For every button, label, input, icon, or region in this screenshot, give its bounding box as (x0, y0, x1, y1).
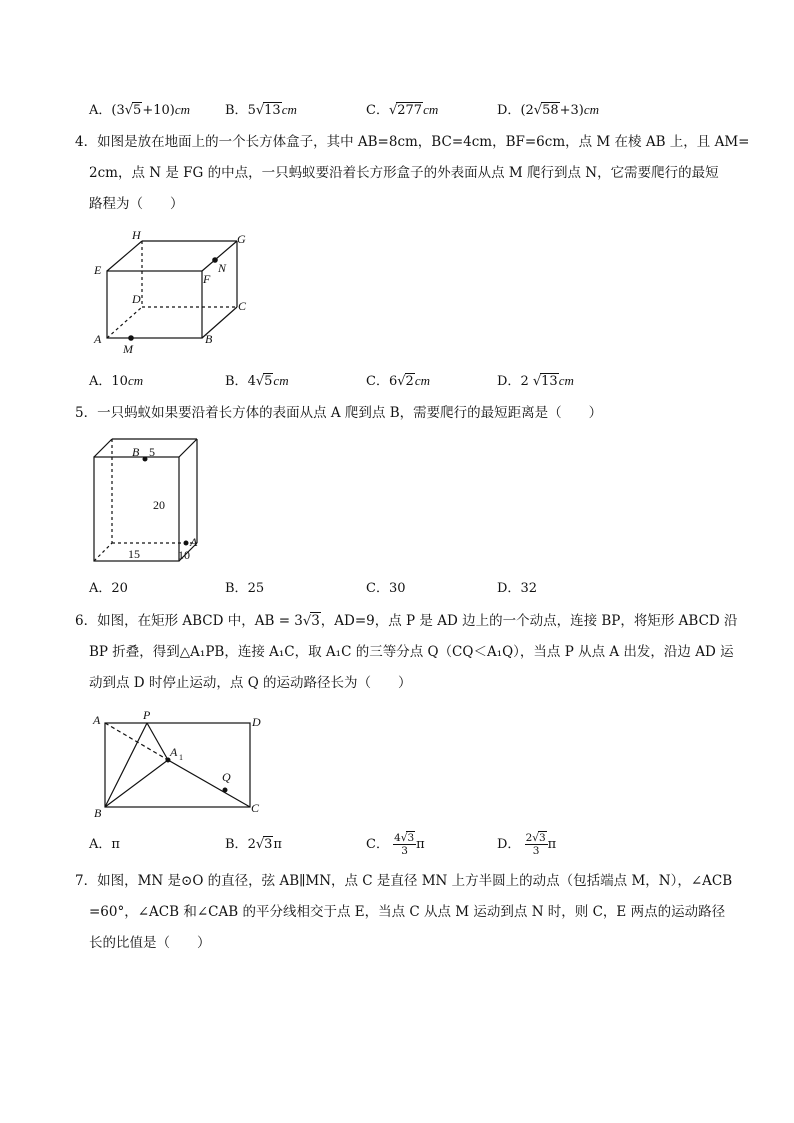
q6-label-c: C (251, 801, 260, 815)
q6-label-d: D (252, 715, 261, 729)
q3-option-d[interactable]: D．(2√58+3)cm (497, 102, 600, 118)
q5-label-20: 20 (153, 498, 165, 512)
q7-text-line2: =60°，∠ACB 和∠CAB 的平分线相交于点 E，当点 C 从点 M 运动到点 N 时，则 C，E 两点的运动路径 (89, 904, 726, 920)
q6-point-q (223, 788, 228, 793)
q4-text-line1: 4．如图是放在地面上的一个长方体盒子，其中 AB=8cm，BC=4cm，BF=6cm，点 M 在棱 AB 上，且 AM= (75, 134, 750, 150)
q6-rectangle-figure (88, 705, 278, 820)
q6-option-c[interactable]: C． $\frac{4√3}{3}$ π (366, 832, 425, 857)
q4-cuboid-figure (90, 225, 260, 360)
q6-text-line1: 6．如图，在矩形 ABCD 中，AB = 3√3，AD=9，点 P 是 AD 边上的一个动点，连接 BP，将矩形 ABCD 沿 (75, 613, 738, 629)
q6-option-b[interactable]: B．2√3π (225, 837, 282, 852)
q4-label-c: C (238, 299, 247, 313)
q4-label-e: E (94, 263, 102, 277)
q6-label-q: Q (222, 770, 231, 784)
q5-point-a (184, 541, 189, 546)
q6-option-d[interactable]: D． $\frac{2√3}{3}$ π (497, 832, 557, 857)
q4-point-m (128, 335, 134, 341)
q4-label-m: M (123, 342, 133, 356)
q7-text-line1: 7．如图，MN 是⊙O 的直径，弦 AB∥MN，点 C 是直径 MN 上方半圆上的动点（包括端点 M，N），∠ACB (75, 873, 733, 889)
q5-option-c[interactable]: C．30 (366, 581, 406, 596)
q5-label-b: B (132, 445, 140, 459)
q6-label-a1-subscript: 1 (179, 753, 183, 762)
q5-cuboid-figure (85, 435, 215, 570)
q4-label-a: A (94, 332, 102, 346)
q6-text-line3: 动到点 D 时停止运动，点 Q 的运动路径长为（ ） (89, 675, 412, 691)
q5-option-b[interactable]: B．25 (225, 581, 265, 596)
q5-label-5: 5 (149, 445, 155, 459)
q5-point-b (143, 457, 148, 462)
q4-option-b[interactable]: B．4√5cm (225, 373, 289, 389)
q6-label-p: P (143, 708, 151, 722)
q4-label-f: F (203, 272, 211, 286)
q4-label-n: N (218, 261, 227, 275)
q4-option-a[interactable]: A．10cm (89, 373, 144, 389)
q3-option-a[interactable]: A．(3√5+10)cm (89, 102, 190, 118)
q4-front-face (107, 271, 202, 338)
q5-label-a: A (190, 535, 198, 549)
q4-label-g: G (237, 232, 246, 246)
q6-label-a: A (93, 713, 101, 727)
q4-option-c[interactable]: C．6√2cm (366, 373, 430, 389)
q5-label-10: 10 (178, 548, 190, 562)
q4-label-b: B (205, 332, 213, 346)
q5-option-d[interactable]: D．32 (497, 581, 537, 596)
q4-label-d: D (132, 292, 141, 306)
q6-option-a[interactable]: A．π (89, 837, 120, 852)
q6-label-a1: A (170, 745, 178, 759)
q5-front-face (94, 457, 179, 561)
q6-text-line2: BP 折叠，得到△A₁PB，连接 A₁C，取 A₁C 的三等分点 Q（CQ＜A₁Q），当点 P 从点 A 出发，沿边 AD 运 (89, 644, 734, 660)
q4-text-line3: 路程为（ ） (89, 196, 184, 212)
q5-option-a[interactable]: A．20 (89, 581, 128, 596)
q5-label-15: 15 (128, 547, 140, 561)
q3-option-c[interactable]: C．√277cm (366, 102, 439, 118)
q3-option-b[interactable]: B．5√13cm (225, 102, 297, 118)
q6-label-b: B (94, 806, 102, 820)
q5-text-line1: 5．一只蚂蚁如果要沿着长方体的表面从点 A 爬到点 B，需要爬行的最短距离是（ ） (75, 405, 603, 421)
q4-option-d[interactable]: D．2 √13cm (497, 373, 574, 389)
q4-label-h: H (132, 228, 141, 242)
q7-text-line3: 长的比值是（ ） (89, 935, 211, 951)
q4-text-line2: 2cm，点 N 是 FG 的中点，一只蚂蚁要沿着长方形盒子的外表面从点 M 爬行到点 N，它需要爬行的最短 (89, 165, 719, 181)
q4-point-n (212, 257, 218, 263)
